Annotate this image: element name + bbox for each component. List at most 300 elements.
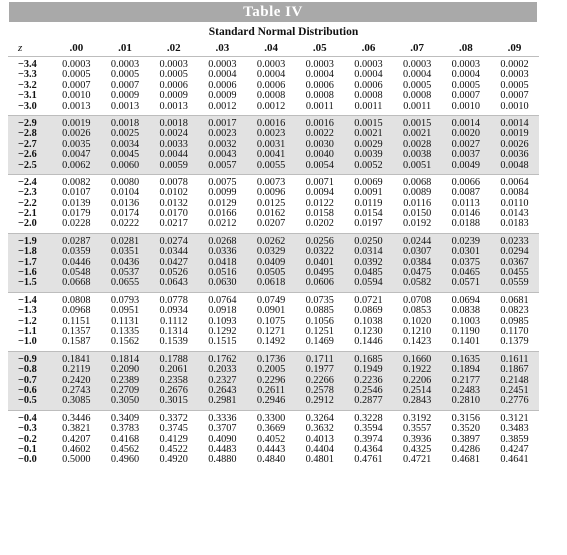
- probability-cell: 0.0013: [110, 100, 140, 112]
- z-value-cell: −2.2: [18, 197, 37, 209]
- probability-cell: 0.2483: [451, 384, 480, 396]
- probability-cell: 0.0038: [402, 149, 432, 161]
- row-group: [8, 174, 539, 233]
- probability-cell: 0.0708: [402, 294, 432, 306]
- probability-cell: 0.4090: [208, 433, 237, 445]
- z-value-cell: −3.1: [18, 90, 37, 102]
- probability-cell: 0.0018: [159, 117, 188, 129]
- probability-cell: 0.0307: [402, 246, 432, 258]
- probability-cell: 0.0034: [110, 138, 140, 150]
- probability-cell: 0.0068: [402, 176, 432, 188]
- probability-cell: 0.0051: [402, 159, 432, 171]
- column-header: .09: [507, 42, 522, 54]
- probability-cell: 0.2206: [402, 374, 432, 386]
- probability-cell: 0.4522: [159, 443, 188, 455]
- probability-cell: 0.0239: [451, 235, 480, 247]
- probability-cell: 0.0143: [500, 208, 529, 220]
- table-row: [8, 219, 539, 229]
- probability-cell: 0.0618: [256, 277, 286, 289]
- probability-cell: 0.1814: [110, 353, 140, 365]
- probability-cell: 0.0119: [354, 197, 383, 209]
- probability-cell: 0.0122: [305, 197, 334, 209]
- column-header: .06: [361, 42, 376, 54]
- table-row: [8, 424, 539, 434]
- probability-cell: 0.0060: [110, 159, 140, 171]
- probability-cell: 0.0274: [159, 235, 188, 247]
- probability-cell: 0.3192: [402, 412, 432, 424]
- z-value-cell: −1.3: [18, 305, 37, 317]
- table-row: [8, 150, 539, 160]
- probability-cell: 0.0062: [62, 159, 91, 171]
- probability-cell: 0.0351: [110, 246, 140, 258]
- probability-cell: 0.4207: [62, 433, 91, 445]
- probability-cell: 0.2177: [451, 374, 480, 386]
- probability-cell: 0.0078: [159, 176, 188, 188]
- probability-cell: 0.0132: [159, 197, 188, 209]
- column-header: .00: [69, 42, 84, 54]
- probability-cell: 0.0630: [208, 277, 237, 289]
- table-row: [8, 278, 539, 288]
- probability-cell: 0.0069: [354, 176, 383, 188]
- probability-cell: 0.2946: [256, 395, 286, 407]
- probability-cell: 0.0006: [354, 79, 383, 91]
- probability-cell: 0.0073: [256, 176, 286, 188]
- probability-cell: 0.0087: [451, 187, 480, 199]
- probability-cell: 0.2119: [62, 364, 91, 376]
- probability-cell: 0.0268: [208, 235, 237, 247]
- probability-cell: 0.0505: [256, 267, 286, 279]
- probability-cell: 0.0084: [500, 187, 529, 199]
- probability-cell: 0.0015: [402, 117, 432, 129]
- probability-cell: 0.0594: [354, 277, 383, 289]
- z-value-cell: −0.5: [18, 395, 37, 407]
- probability-cell: 0.0104: [110, 187, 140, 199]
- probability-cell: 0.0003: [110, 59, 140, 70]
- probability-cell: 0.0244: [402, 235, 432, 247]
- probability-cell: 0.3483: [500, 423, 529, 435]
- probability-cell: 0.1469: [305, 336, 334, 348]
- probability-cell: 0.1762: [208, 353, 237, 365]
- z-value-cell: −1.6: [18, 267, 37, 279]
- probability-cell: 0.1210: [402, 325, 432, 337]
- probability-cell: 0.4761: [354, 454, 383, 466]
- probability-cell: 0.0202: [305, 218, 334, 230]
- probability-cell: 0.4443: [256, 443, 286, 455]
- probability-cell: 0.1711: [305, 353, 334, 365]
- probability-cell: 0.0007: [110, 79, 140, 91]
- probability-cell: 0.3015: [159, 395, 188, 407]
- probability-cell: 0.0183: [500, 218, 529, 230]
- probability-cell: 0.0075: [208, 176, 237, 188]
- probability-cell: 0.0495: [305, 267, 334, 279]
- probability-cell: 0.0004: [208, 69, 237, 81]
- probability-cell: 0.2420: [62, 374, 91, 386]
- probability-cell: 0.0192: [402, 218, 432, 230]
- probability-cell: 0.0007: [451, 90, 480, 102]
- row-group: [8, 233, 539, 292]
- probability-cell: 0.0475: [402, 267, 432, 279]
- z-value-cell: −3.4: [18, 59, 37, 70]
- probability-cell: 0.1949: [354, 364, 383, 376]
- probability-cell: 0.0008: [402, 90, 432, 102]
- probability-cell: 0.0005: [159, 69, 188, 81]
- probability-cell: 0.0749: [256, 294, 286, 306]
- probability-cell: 0.3821: [62, 423, 91, 435]
- probability-cell: 0.0037: [451, 149, 480, 161]
- probability-cell: 0.0003: [256, 59, 286, 70]
- probability-cell: 0.0188: [451, 218, 480, 230]
- probability-cell: 0.0885: [305, 305, 334, 317]
- probability-cell: 0.0838: [451, 305, 480, 317]
- probability-cell: 0.0006: [256, 79, 286, 91]
- probability-cell: 0.0409: [256, 256, 286, 268]
- probability-cell: 0.0096: [256, 187, 286, 199]
- probability-cell: 0.1922: [402, 364, 432, 376]
- z-value-cell: −1.9: [18, 235, 37, 247]
- probability-cell: 0.1401: [451, 336, 480, 348]
- probability-cell: 0.4404: [305, 443, 334, 455]
- z-value-cell: −2.8: [18, 128, 37, 140]
- probability-cell: 0.1112: [159, 315, 188, 327]
- probability-cell: 0.1611: [500, 353, 529, 365]
- z-value-cell: −0.9: [18, 353, 37, 365]
- probability-cell: 0.0985: [500, 315, 529, 327]
- probability-cell: 0.4960: [110, 454, 140, 466]
- probability-cell: 0.1587: [62, 336, 91, 348]
- probability-cell: 0.3859: [500, 433, 529, 445]
- probability-cell: 0.0023: [208, 128, 237, 140]
- probability-cell: 0.0005: [62, 69, 91, 81]
- table-row: [8, 91, 539, 101]
- probability-cell: 0.0008: [354, 90, 383, 102]
- probability-cell: 0.2296: [256, 374, 286, 386]
- z-value-cell: −1.2: [18, 315, 37, 327]
- z-value-cell: −0.1: [18, 443, 37, 455]
- probability-cell: 0.0082: [62, 176, 91, 188]
- probability-cell: 0.2912: [305, 395, 334, 407]
- probability-cell: 0.0107: [62, 187, 91, 199]
- probability-cell: 0.0021: [402, 128, 432, 140]
- probability-cell: 0.0059: [159, 159, 188, 171]
- z-value-cell: −1.4: [18, 294, 37, 306]
- probability-cell: 0.0004: [402, 69, 432, 81]
- probability-cell: 0.1977: [305, 364, 334, 376]
- probability-cell: 0.0233: [500, 235, 529, 247]
- probability-cell: 0.0006: [305, 79, 334, 91]
- probability-cell: 0.0367: [500, 256, 529, 268]
- probability-cell: 0.0052: [354, 159, 383, 171]
- probability-cell: 0.0044: [159, 149, 188, 161]
- probability-cell: 0.0735: [305, 294, 334, 306]
- probability-cell: 0.0011: [354, 100, 383, 112]
- probability-cell: 0.0039: [354, 149, 383, 161]
- probability-cell: 0.2061: [159, 364, 188, 376]
- probability-cell: 0.0022: [305, 128, 334, 140]
- probability-cell: 0.0010: [62, 90, 91, 102]
- probability-cell: 0.0853: [402, 305, 432, 317]
- probability-cell: 0.2776: [500, 395, 529, 407]
- probability-cell: 0.2709: [110, 384, 140, 396]
- probability-cell: 0.0064: [500, 176, 529, 188]
- probability-cell: 0.0020: [451, 128, 480, 140]
- probability-cell: 0.0040: [305, 149, 334, 161]
- probability-cell: 0.0032: [208, 138, 237, 150]
- probability-cell: 0.4721: [402, 454, 432, 466]
- z-value-cell: −0.7: [18, 374, 37, 386]
- table-title: Table IV: [243, 3, 303, 20]
- probability-cell: 0.1867: [500, 364, 529, 376]
- probability-cell: 0.0025: [110, 128, 140, 140]
- probability-cell: 0.0455: [500, 267, 529, 279]
- probability-cell: 0.3264: [305, 412, 334, 424]
- probability-cell: 0.0089: [402, 187, 432, 199]
- probability-cell: 0.0019: [500, 128, 529, 140]
- probability-cell: 0.0116: [403, 197, 432, 209]
- probability-cell: 0.0003: [305, 59, 334, 70]
- table-row: [8, 396, 539, 406]
- probability-cell: 0.2033: [208, 364, 237, 376]
- probability-cell: 0.0005: [402, 79, 432, 91]
- z-value-cell: −1.7: [18, 256, 37, 268]
- probability-cell: 0.0329: [256, 246, 286, 258]
- table-row: [8, 365, 539, 375]
- z-value-cell: −1.1: [18, 325, 37, 337]
- z-value-cell: −0.6: [18, 384, 37, 396]
- probability-cell: 0.0392: [354, 256, 383, 268]
- probability-cell: 0.0694: [451, 294, 480, 306]
- probability-cell: 0.0008: [305, 90, 334, 102]
- table-row: [8, 102, 539, 112]
- probability-cell: 0.3783: [110, 423, 140, 435]
- probability-cell: 0.3409: [110, 412, 140, 424]
- probability-cell: 0.0427: [159, 256, 188, 268]
- probability-cell: 0.0129: [208, 197, 237, 209]
- probability-cell: 0.0166: [208, 208, 237, 220]
- probability-cell: 0.0162: [256, 208, 286, 220]
- z-value-cell: −2.6: [18, 149, 37, 161]
- probability-cell: 0.0009: [208, 90, 237, 102]
- probability-cell: 0.2810: [451, 395, 480, 407]
- probability-cell: 0.5000: [62, 454, 91, 466]
- probability-cell: 0.0869: [354, 305, 383, 317]
- probability-cell: 0.0094: [305, 187, 334, 199]
- probability-cell: 0.0102: [159, 187, 188, 199]
- z-value-cell: −0.4: [18, 412, 37, 424]
- probability-cell: 0.3974: [354, 433, 383, 445]
- probability-cell: 0.0014: [451, 117, 480, 129]
- probability-cell: 0.0571: [451, 277, 480, 289]
- probability-cell: 0.3121: [500, 412, 529, 424]
- z-value-cell: −2.5: [18, 159, 37, 171]
- probability-cell: 0.3557: [402, 423, 432, 435]
- probability-cell: 0.0026: [62, 128, 91, 140]
- probability-cell: 0.0516: [208, 267, 237, 279]
- probability-cell: 0.4052: [256, 433, 286, 445]
- z-value-cell: −0.0: [18, 454, 37, 466]
- probability-cell: 0.0016: [256, 117, 286, 129]
- probability-cell: 0.4129: [159, 433, 188, 445]
- z-value-cell: −1.8: [18, 246, 37, 258]
- probability-cell: 0.4880: [208, 454, 237, 466]
- probability-cell: 0.3085: [62, 395, 91, 407]
- probability-cell: 0.2327: [208, 374, 237, 386]
- probability-cell: 0.1492: [256, 336, 286, 348]
- probability-cell: 0.0080: [110, 176, 140, 188]
- probability-cell: 0.2389: [110, 374, 140, 386]
- row-group: [8, 410, 539, 469]
- z-value-cell: −1.5: [18, 277, 37, 289]
- probability-cell: 0.0003: [62, 59, 91, 70]
- probability-cell: 0.2266: [305, 374, 334, 386]
- probability-cell: 0.1251: [305, 325, 334, 337]
- probability-cell: 0.0301: [451, 246, 480, 258]
- probability-cell: 0.0028: [402, 138, 432, 150]
- z-value-cell: −0.8: [18, 364, 37, 376]
- probability-cell: 0.3669: [256, 423, 286, 435]
- probability-cell: 0.0030: [305, 138, 334, 150]
- probability-cell: 0.0344: [159, 246, 188, 258]
- z-value-cell: −2.9: [18, 117, 37, 129]
- probability-cell: 0.0375: [451, 256, 480, 268]
- probability-cell: 0.2743: [62, 384, 91, 396]
- probability-cell: 0.3050: [110, 395, 140, 407]
- probability-cell: 0.0418: [208, 256, 237, 268]
- probability-cell: 0.1685: [354, 353, 383, 365]
- probability-cell: 0.0721: [354, 294, 383, 306]
- probability-cell: 0.1446: [354, 336, 383, 348]
- probability-cell: 0.0655: [110, 277, 140, 289]
- probability-cell: 0.1056: [305, 315, 334, 327]
- probability-cell: 0.0071: [305, 176, 334, 188]
- probability-cell: 0.2877: [354, 395, 383, 407]
- probability-cell: 0.0436: [110, 256, 140, 268]
- probability-cell: 0.1038: [354, 315, 383, 327]
- probability-cell: 0.1423: [402, 336, 432, 348]
- probability-cell: 0.0005: [451, 79, 480, 91]
- probability-cell: 0.0003: [159, 59, 188, 70]
- probability-cell: 0.0968: [62, 305, 91, 317]
- probability-cell: 0.1230: [354, 325, 383, 337]
- probability-cell: 0.1357: [62, 325, 91, 337]
- probability-cell: 0.0262: [256, 235, 286, 247]
- column-header: .02: [166, 42, 181, 54]
- probability-cell: 0.4801: [305, 454, 334, 466]
- z-value-cell: −2.1: [18, 208, 37, 220]
- probability-cell: 0.1515: [208, 336, 237, 348]
- probability-cell: 0.4364: [354, 443, 383, 455]
- probability-cell: 0.0548: [62, 267, 91, 279]
- z-value-cell: −3.2: [18, 79, 37, 91]
- probability-cell: 0.0054: [305, 159, 334, 171]
- z-value-cell: −2.4: [18, 176, 37, 188]
- column-header: .01: [118, 42, 132, 54]
- probability-cell: 0.0465: [451, 267, 480, 279]
- probability-cell: 0.4013: [305, 433, 334, 445]
- probability-cell: 0.1788: [159, 353, 188, 365]
- z-value-cell: −1.0: [18, 336, 37, 348]
- probability-cell: 0.0005: [500, 79, 529, 91]
- row-group: [8, 56, 539, 115]
- probability-cell: 0.0113: [451, 197, 480, 209]
- probability-cell: 0.0212: [208, 218, 237, 230]
- probability-cell: 0.0003: [354, 59, 383, 70]
- probability-cell: 0.0033: [159, 138, 188, 150]
- probability-cell: 0.0222: [110, 218, 140, 230]
- probability-cell: 0.0110: [500, 197, 529, 209]
- table-row: [8, 455, 539, 465]
- probability-cell: 0.1151: [62, 315, 91, 327]
- z-value-cell: −2.0: [18, 218, 37, 230]
- probability-cell: 0.0007: [62, 79, 91, 91]
- probability-cell: 0.0011: [305, 100, 334, 112]
- probability-cell: 0.0011: [403, 100, 432, 112]
- probability-cell: 0.3156: [451, 412, 480, 424]
- probability-cell: 0.1635: [451, 353, 480, 365]
- probability-cell: 0.0228: [62, 218, 91, 230]
- probability-cell: 0.0359: [62, 246, 91, 258]
- probability-cell: 0.0017: [208, 117, 237, 129]
- probability-cell: 0.0643: [159, 277, 188, 289]
- probability-cell: 0.1292: [208, 325, 237, 337]
- probability-cell: 0.0004: [354, 69, 383, 81]
- probability-cell: 0.0035: [62, 138, 91, 150]
- column-header-row: [8, 40, 539, 56]
- probability-cell: 0.4641: [500, 454, 529, 466]
- probability-cell: 0.0294: [500, 246, 529, 258]
- probability-cell: 0.0049: [451, 159, 480, 171]
- probability-cell: 0.0287: [62, 235, 91, 247]
- row-group: [8, 292, 539, 351]
- probability-cell: 0.4840: [256, 454, 286, 466]
- probability-cell: 0.1736: [256, 353, 286, 365]
- probability-cell: 0.0256: [305, 235, 334, 247]
- probability-cell: 0.0322: [305, 246, 334, 258]
- row-group: [8, 115, 539, 174]
- probability-cell: 0.0526: [159, 267, 188, 279]
- probability-cell: 0.0170: [159, 208, 188, 220]
- probability-cell: 0.3632: [305, 423, 334, 435]
- probability-cell: 0.0019: [62, 117, 91, 129]
- probability-cell: 0.0158: [305, 208, 334, 220]
- probability-cell: 0.2090: [110, 364, 140, 376]
- probability-cell: 0.0004: [451, 69, 480, 81]
- column-header: z: [18, 42, 23, 54]
- probability-cell: 0.0582: [402, 277, 432, 289]
- probability-cell: 0.0003: [208, 59, 237, 70]
- probability-cell: 0.3300: [256, 412, 286, 424]
- probability-cell: 0.0013: [62, 100, 91, 112]
- probability-cell: 0.3446: [62, 412, 91, 424]
- probability-cell: 0.4681: [451, 454, 480, 466]
- probability-cell: 0.0007: [500, 90, 529, 102]
- probability-cell: 0.3520: [451, 423, 480, 435]
- z-value-cell: −2.7: [18, 138, 37, 150]
- probability-cell: 0.1562: [110, 336, 140, 348]
- probability-cell: 0.0681: [500, 294, 529, 306]
- probability-cell: 0.4325: [402, 443, 432, 455]
- probability-cell: 0.4920: [159, 454, 188, 466]
- probability-cell: 0.0823: [500, 305, 529, 317]
- probability-cell: 0.0004: [256, 69, 286, 81]
- table-row: [8, 337, 539, 347]
- probability-cell: 0.2843: [402, 395, 432, 407]
- table-title-bar: [9, 2, 537, 22]
- z-value-cell: −3.0: [18, 100, 37, 112]
- probability-cell: 0.1020: [402, 315, 432, 327]
- table-row: [8, 161, 539, 171]
- probability-cell: 0.0808: [62, 294, 91, 306]
- probability-cell: 0.0250: [354, 235, 383, 247]
